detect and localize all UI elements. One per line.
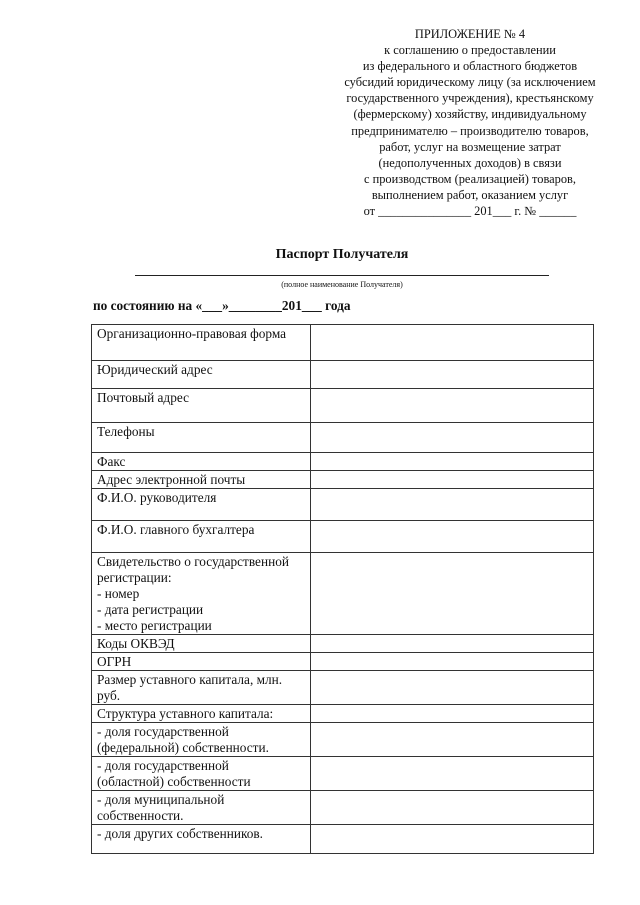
table-row — [92, 521, 594, 553]
row-value-field[interactable] — [311, 671, 594, 705]
row-label-line: (федеральной) собственности. — [97, 740, 269, 755]
row-label-line: собственности. — [97, 808, 184, 823]
row-label-line: - номер — [97, 586, 140, 601]
row-label-line: - доля государственной — [97, 724, 229, 739]
row-label-line: Почтовый адрес — [97, 390, 189, 405]
row-value-field[interactable] — [311, 489, 594, 521]
row-label-line: - доля других собственников. — [97, 826, 264, 841]
row-label — [92, 471, 311, 489]
table-row — [92, 705, 594, 723]
appendix-line: с производством (реализацией) товаров, — [363, 171, 576, 186]
row-label — [92, 705, 311, 723]
row-value-field[interactable] — [311, 825, 594, 854]
appendix-line: из федерального и областного бюджетов — [362, 59, 578, 74]
row-value-field[interactable] — [311, 361, 594, 389]
table-row — [92, 361, 594, 389]
row-label-line: Ф.И.О. руководителя — [97, 490, 217, 505]
row-label — [92, 825, 311, 854]
row-label — [92, 489, 311, 521]
table-row — [92, 471, 594, 489]
row-label-line: (областной) собственности — [97, 774, 251, 789]
row-label — [92, 453, 311, 471]
appendix-line: работ, услуг на возмещение затрат — [379, 139, 561, 154]
row-value-field[interactable] — [311, 757, 594, 791]
row-value-field[interactable] — [311, 389, 594, 423]
row-value-field[interactable] — [311, 453, 594, 471]
table-row — [92, 825, 594, 854]
table-row — [92, 325, 594, 361]
row-label — [92, 325, 311, 361]
row-label-line: - доля муниципальной — [97, 792, 225, 807]
recipient-name-line — [135, 275, 549, 276]
row-label-line: Коды ОКВЭД — [97, 636, 175, 651]
row-label — [92, 521, 311, 553]
table-row — [92, 671, 594, 705]
row-label-line: руб. — [97, 688, 121, 703]
row-value-field[interactable] — [311, 423, 594, 453]
row-value-field[interactable] — [311, 325, 594, 361]
row-label-line: Юридический адрес — [97, 362, 213, 377]
table-row — [92, 791, 594, 825]
row-value-field[interactable] — [311, 791, 594, 825]
row-label — [92, 423, 311, 453]
row-value-field[interactable] — [311, 653, 594, 671]
row-label-line: Ф.И.О. главного бухгалтера — [97, 522, 255, 537]
passport-table — [91, 324, 594, 854]
row-value-field[interactable] — [311, 521, 594, 553]
row-value-field[interactable] — [311, 705, 594, 723]
table-row — [92, 757, 594, 791]
row-label-line: - место регистрации — [97, 618, 212, 633]
appendix-line: ПРИЛОЖЕНИЕ № 4 — [414, 27, 526, 41]
row-label-line: - дата регистрации — [97, 602, 204, 617]
row-label — [92, 653, 311, 671]
table-row — [92, 489, 594, 521]
row-label-line: регистрации: — [97, 570, 172, 585]
appendix-line: выполнением работ, оказанием услуг — [371, 187, 569, 202]
row-label-line: Телефоны — [97, 424, 155, 439]
appendix-line: предпринимателю – производителю товаров, — [351, 123, 589, 138]
row-label-line: - доля государственной — [97, 758, 229, 773]
appendix-line: к соглашению о предоставлении — [384, 43, 556, 58]
table-row — [92, 389, 594, 423]
row-value-field[interactable] — [311, 471, 594, 489]
row-label — [92, 635, 311, 653]
appendix-header — [320, 26, 620, 219]
row-label — [92, 389, 311, 423]
row-value-field[interactable] — [311, 635, 594, 653]
row-label-line: Факс — [97, 454, 126, 469]
appendix-line: от _______________ 201___ г. № ______ — [363, 204, 577, 219]
row-label — [92, 553, 311, 635]
row-label-line: Адрес электронной почты — [97, 472, 246, 487]
table-row — [92, 453, 594, 471]
table-row — [92, 723, 594, 757]
table-row — [92, 423, 594, 453]
table-row — [92, 553, 594, 635]
row-value-field[interactable] — [311, 553, 594, 635]
row-value-field[interactable] — [311, 723, 594, 757]
table-row — [92, 653, 594, 671]
row-label-line: Организационно-правовая форма — [97, 326, 287, 341]
recipient-name-caption: (полное наименование Получателя) — [281, 280, 403, 289]
appendix-line: (фермерскому) хозяйству, индивидуальному — [353, 107, 587, 122]
row-label-line: Свидетельство о государственной — [97, 554, 289, 569]
appendix-line: государственного учреждения), крестьянскому — [346, 91, 594, 106]
row-label-line: ОГРН — [97, 654, 132, 669]
appendix-line: субсидий юридическому лицу (за исключением — [344, 75, 596, 90]
row-label — [92, 671, 311, 705]
row-label — [92, 757, 311, 791]
as-of-date-line: по состоянию на «___»________201___ года — [93, 298, 351, 313]
row-label — [92, 723, 311, 757]
table-row — [92, 635, 594, 653]
row-label — [92, 361, 311, 389]
row-label-line: Структура уставного капитала: — [97, 706, 274, 721]
document-title: Паспорт Получателя — [275, 247, 409, 262]
row-label-line: Размер уставного капитала, млн. — [97, 672, 283, 687]
appendix-line: (недополученных доходов) в связи — [378, 155, 562, 170]
row-label — [92, 791, 311, 825]
